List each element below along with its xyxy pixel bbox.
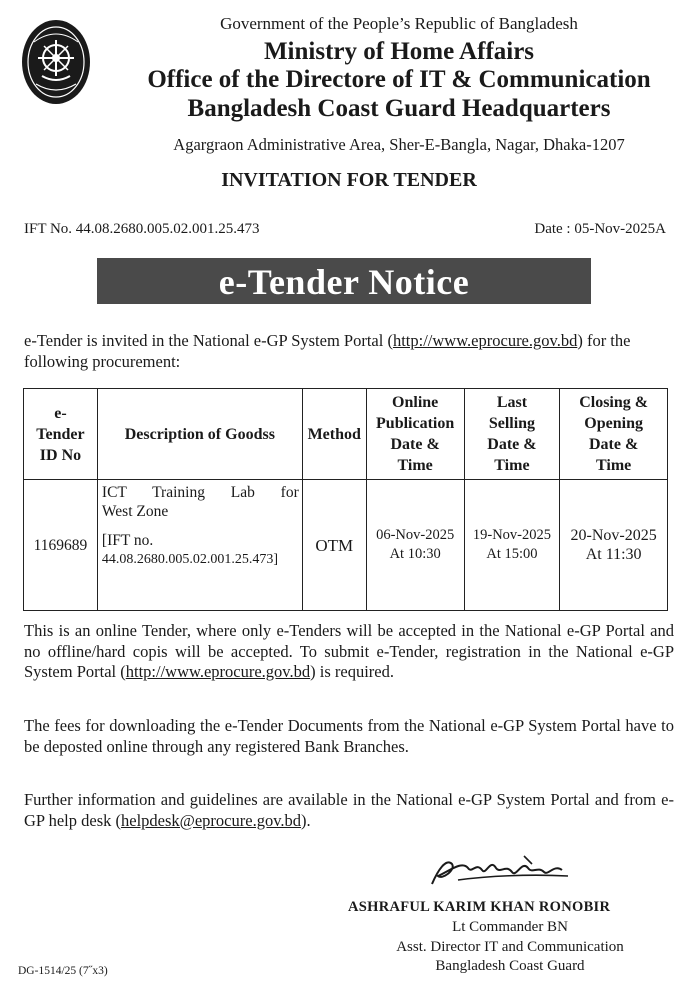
col-header-closing: Closing & Opening Date & Time <box>560 389 668 480</box>
table-row <box>24 480 668 611</box>
office-line: Office of the Directore of IT & Communication <box>147 66 651 93</box>
col-header-id: e- Tender ID No <box>24 389 98 480</box>
col-header-description: Description of Goodss <box>97 389 302 480</box>
publication-cell: 06-Nov-2025 At 10:30 <box>366 480 464 611</box>
eprocure-link[interactable]: http://www.eprocure.gov.bd <box>125 662 311 681</box>
helpdesk-email-link[interactable]: helpdesk@eprocure.gov.bd <box>121 810 302 830</box>
footer-code: DG-1514/25 (7˝x3) <box>18 965 108 977</box>
signatory-title: Asst. Director IT and Communication <box>396 939 624 955</box>
col-header-selling: Last Selling Date & Time <box>464 389 560 480</box>
table-header-row <box>24 389 668 480</box>
coast-guard-emblem-icon <box>20 18 92 106</box>
intro-suffix: ) for the following procurement: <box>24 331 631 371</box>
signatory-name: ASHRAFUL KARIM KHAN RONOBIR <box>348 899 611 915</box>
fees-paragraph: The fees for downloading the e-Tender Documents from the National e-GP System Portal have to be deposted online through any registered Bank Branches. <box>24 716 674 756</box>
ift-number: IFT No. 44.08.2680.005.02.001.25.473 <box>24 221 260 237</box>
selling-cell: 19-Nov-2025 At 15:00 <box>464 480 560 611</box>
headquarters-line: Bangladesh Coast Guard Headquarters <box>187 95 611 122</box>
description-cell: ICT Training Lab for West Zone [IFT no. 44.08.2680.005.02.001.25.473] <box>97 480 302 611</box>
intro-text: e-Tender is invited in the National e-GP System Portal ( <box>24 331 393 350</box>
signatory-rank: Lt Commander BN <box>452 919 568 935</box>
further-info-paragraph: Further information and guidelines are available in the National e-GP System Portal and from e-GP help desk (helpdesk@eprocure.gov.bd). <box>24 790 674 830</box>
etender-notice-banner: e-Tender Notice <box>97 258 591 304</box>
method-cell: OTM <box>302 480 366 611</box>
address-line: Agargraon Administrative Area, Sher-E-Bangla, Nagar, Dhaka-1207 <box>173 135 625 154</box>
closing-cell: 20-Nov-2025 At 11:30 <box>560 480 668 611</box>
online-tender-paragraph: This is an online Tender, where only e-Tenders will be accepted in the National e-GP Portal and no offline/hard copis will be accepted. To submit e-Tender, registration in the National e-GP System Portal (http://www.eprocure.gov.bd) is required. <box>24 621 674 681</box>
intro-paragraph <box>24 330 674 372</box>
government-line: Government of the People’s Republic of Bangladesh <box>220 14 578 33</box>
col-header-method: Method <box>302 389 366 480</box>
notice-date: Date : 05-Nov-2025A <box>534 221 666 237</box>
invitation-title: INVITATION FOR TENDER <box>221 169 477 191</box>
col-header-publication: Online Publication Date & Time <box>366 389 464 480</box>
tender-table <box>23 388 668 611</box>
ministry-line: Ministry of Home Affairs <box>263 38 535 65</box>
eprocure-link[interactable]: http://www.eprocure.gov.bd <box>392 331 578 350</box>
tender-id-cell: 1169689 <box>24 480 98 611</box>
signature <box>428 850 576 890</box>
signatory-org: Bangladesh Coast Guard <box>435 958 585 974</box>
